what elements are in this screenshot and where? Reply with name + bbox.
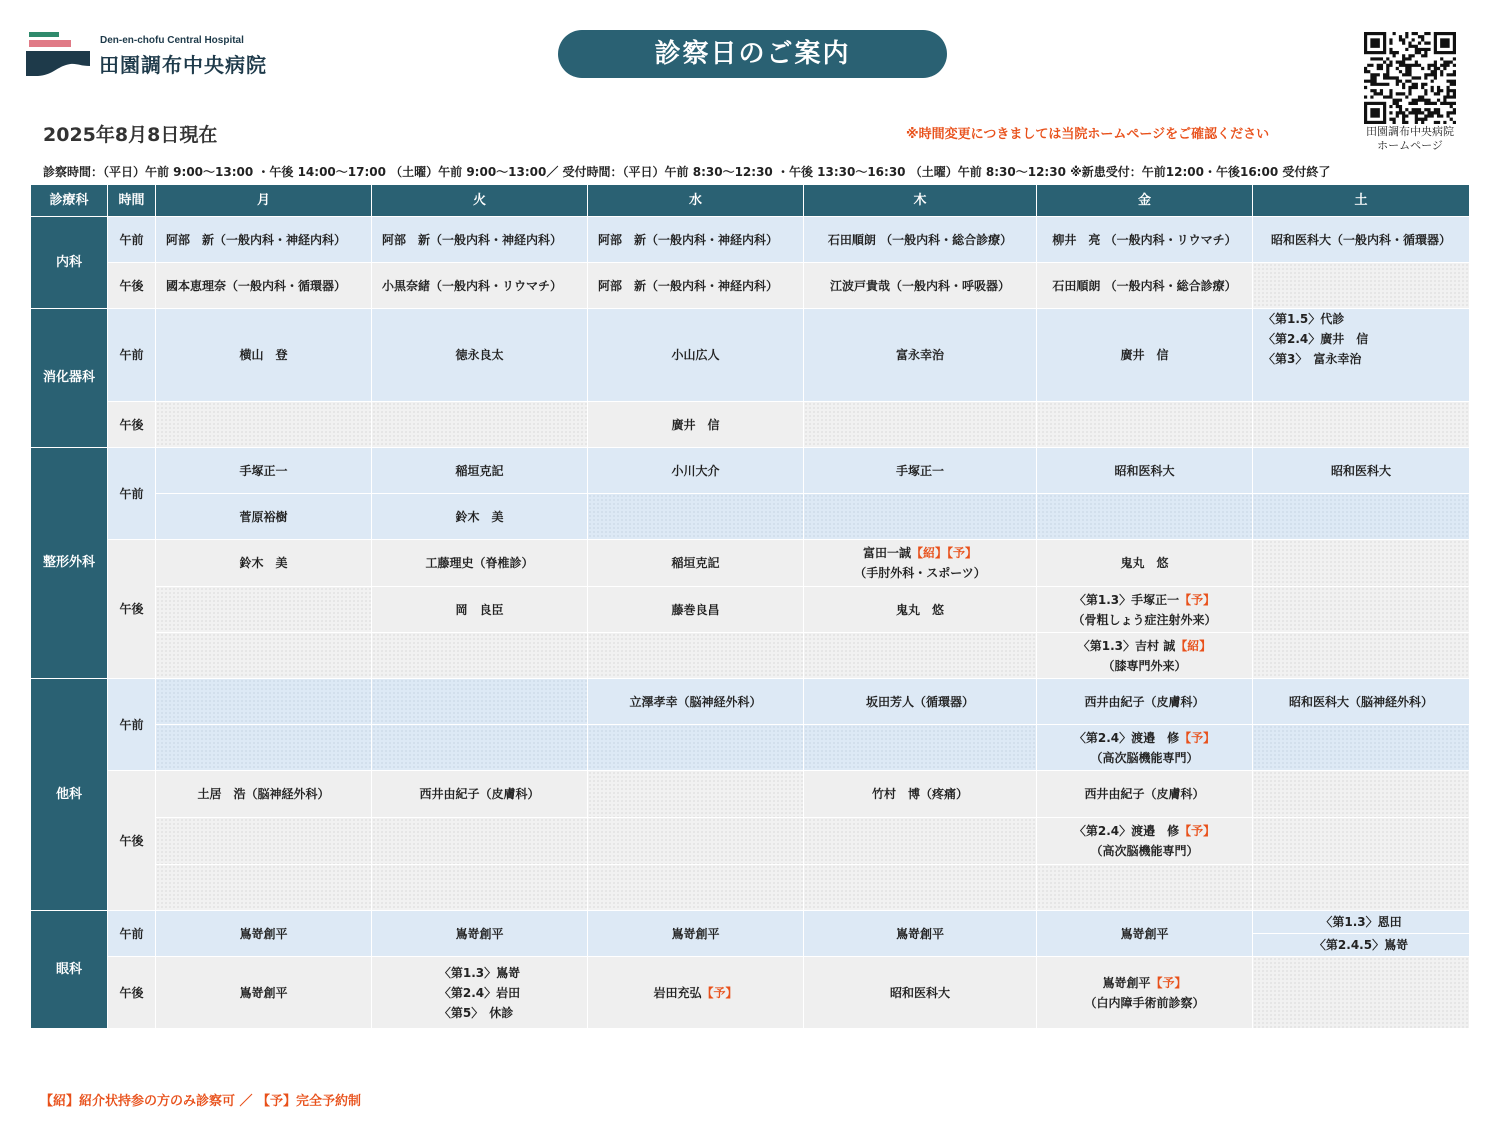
empty-cell xyxy=(804,865,1037,911)
empty-cell xyxy=(588,771,804,818)
dept-internal-medicine: 内科 xyxy=(31,217,108,309)
empty-cell xyxy=(156,402,372,448)
empty-cell xyxy=(588,865,804,911)
schedule-cell xyxy=(372,957,588,1029)
schedule-cell: 鈴木 美 xyxy=(372,494,588,540)
schedule-cell: 嶌嵜創平 xyxy=(156,957,372,1029)
specialty-note: （骨粗しょう症注射外来） xyxy=(1072,612,1217,627)
schedule-cell: 立澤孝幸（脳神経外科） xyxy=(588,679,804,725)
schedule-line: 〈第2.4〉岩田 xyxy=(438,985,521,1000)
schedule-cell: 昭和医科大（脳神経外科） xyxy=(1253,679,1470,725)
dept-other: 他科 xyxy=(31,679,108,911)
schedule-cell: 小川大介 xyxy=(588,448,804,494)
dept-ophthalmology: 眼科 xyxy=(31,911,108,1029)
hospital-logo[interactable] xyxy=(26,32,296,80)
schedule-cell: 土居 浩（脳神経外科） xyxy=(156,771,372,818)
schedule-line xyxy=(1078,636,1211,656)
schedule-cell: 江波戸貴哉（一般内科・呼吸器） xyxy=(804,263,1037,309)
schedule-cell: 國本恵理奈（一般内科・循環器） xyxy=(156,263,372,309)
schedule-cell: 嶌嵜創平 xyxy=(804,911,1037,957)
schedule-line: 〈第1.5〉代診 xyxy=(1263,312,1345,326)
empty-cell xyxy=(1037,865,1253,911)
schedule-line xyxy=(1102,973,1186,993)
schedule-line xyxy=(1074,728,1215,748)
reservation-mark: 【予】 xyxy=(1150,975,1187,990)
schedule-cell: 富永幸治 xyxy=(804,309,1037,402)
specialty-note: （高次脳機能専門） xyxy=(1090,750,1199,765)
empty-cell xyxy=(1253,402,1470,448)
empty-cell xyxy=(1253,633,1470,679)
schedule-cell: 嶌嵜創平 xyxy=(156,911,372,957)
schedule-cell xyxy=(1037,957,1253,1029)
empty-cell xyxy=(804,818,1037,865)
schedule-cell: 手塚正一 xyxy=(804,448,1037,494)
time-pm: 午後 xyxy=(108,402,156,448)
empty-cell xyxy=(804,633,1037,679)
dept-orthopedics: 整形外科 xyxy=(31,448,108,679)
doctor-name: 〈第1.3〉手塚正一 xyxy=(1073,592,1180,607)
schedule-cell: 手塚正一 xyxy=(156,448,372,494)
empty-cell xyxy=(156,679,372,725)
schedule-cell: 西井由紀子（皮膚科） xyxy=(372,771,588,818)
schedule-cell: 阿部 新（一般内科・神経内科） xyxy=(372,217,588,263)
header-wednesday: 水 xyxy=(588,185,804,217)
schedule-cell: 鬼丸 悠 xyxy=(804,587,1037,633)
empty-cell xyxy=(1253,494,1470,540)
empty-cell xyxy=(804,725,1037,771)
page-title: 診察日のご案内 xyxy=(558,30,947,78)
schedule-line: 〈第2.4.5〉嶌嵜 xyxy=(1313,938,1409,952)
empty-cell xyxy=(156,587,372,633)
time-am: 午前 xyxy=(108,217,156,263)
schedule-cell: 徳永良太 xyxy=(372,309,588,402)
dept-gastroenterology: 消化器科 xyxy=(31,309,108,448)
reservation-mark: 【予】 xyxy=(1179,730,1216,745)
schedule-line xyxy=(863,543,977,563)
schedule-cell: 石田順朗 （一般内科・総合診療） xyxy=(1037,263,1253,309)
schedule-cell: 西井由紀子（皮膚科） xyxy=(1037,771,1253,818)
header-friday: 金 xyxy=(1037,185,1253,217)
time-am: 午前 xyxy=(108,911,156,957)
reservation-mark: 【紹】【予】 xyxy=(911,546,978,560)
schedule-cell: 石田順朗 （一般内科・総合診療） xyxy=(804,217,1037,263)
schedule-cell: 昭和医科大（一般内科・循環器） xyxy=(1253,217,1470,263)
schedule-line xyxy=(1074,821,1215,841)
schedule-line: 〈第1.3〉嶌嵜 xyxy=(438,965,521,980)
schedule-cell: 阿部 新（一般内科・神経内科） xyxy=(156,217,372,263)
empty-cell xyxy=(1253,540,1470,587)
schedule-line: 〈第3〉 富永幸治 xyxy=(1263,352,1362,366)
empty-cell xyxy=(372,865,588,911)
reservation-mark: 【予】 xyxy=(701,985,738,1000)
schedule-cell: 阿部 新（一般内科・神経内科） xyxy=(588,217,804,263)
schedule-cell: 小山広人 xyxy=(588,309,804,402)
schedule-cell: 嶌嵜創平 xyxy=(588,911,804,957)
empty-cell xyxy=(588,633,804,679)
schedule-cell: 鈴木 美 xyxy=(156,540,372,587)
schedule-cell: 竹村 博（疼痛） xyxy=(804,771,1037,818)
header-saturday: 土 xyxy=(1253,185,1470,217)
empty-cell xyxy=(804,494,1037,540)
empty-cell xyxy=(588,725,804,771)
schedule-cell: 昭和医科大 xyxy=(1253,448,1470,494)
schedule-cell: 工藤理史（脊椎診） xyxy=(372,540,588,587)
empty-cell xyxy=(1253,865,1470,911)
empty-cell xyxy=(804,402,1037,448)
schedule-line xyxy=(1074,590,1215,610)
schedule-cell: 昭和医科大 xyxy=(1037,448,1253,494)
empty-cell xyxy=(156,818,372,865)
header-time: 時間 xyxy=(108,185,156,217)
schedule-cell: 菅原裕樹 xyxy=(156,494,372,540)
doctor-name: 〈第1.3〉吉村 誠 xyxy=(1077,638,1176,653)
qr-caption-line2: ホームページ xyxy=(1377,139,1443,152)
empty-cell xyxy=(1253,818,1470,865)
schedule-cell: 岡 良臣 xyxy=(372,587,588,633)
qr-caption xyxy=(1350,125,1470,153)
empty-cell xyxy=(372,818,588,865)
schedule-cell: 稲垣克記 xyxy=(588,540,804,587)
schedule-cell: 小黒奈緒（一般内科・リウマチ） xyxy=(372,263,588,309)
time-am: 午前 xyxy=(108,679,156,771)
empty-cell xyxy=(372,402,588,448)
header-thursday: 木 xyxy=(804,185,1037,217)
schedule-cell: 嶌嵜創平 xyxy=(372,911,588,957)
time-pm: 午後 xyxy=(108,957,156,1029)
schedule-cell xyxy=(1253,309,1470,402)
schedule-cell: 西井由紀子（皮膚科） xyxy=(1037,679,1253,725)
empty-cell xyxy=(1253,725,1470,771)
schedule-cell: 藤巻良昌 xyxy=(588,587,804,633)
empty-cell xyxy=(156,865,372,911)
schedule-cell xyxy=(1253,911,1470,957)
doctor-name: 〈第2.4〉渡邉 修 xyxy=(1073,730,1180,745)
schedule-cell: 廣井 信 xyxy=(588,402,804,448)
specialty-note: （高次脳機能専門） xyxy=(1090,844,1199,858)
schedule-cell xyxy=(804,540,1037,587)
empty-cell xyxy=(1253,957,1470,1029)
schedule-cell: 嶌嵜創平 xyxy=(1037,911,1253,957)
logo-icon xyxy=(26,32,90,76)
reservation-mark: 【予】 xyxy=(1179,592,1216,607)
specialty-note: （膝専門外来） xyxy=(1102,658,1187,673)
empty-cell xyxy=(1253,771,1470,818)
schedule-cell: 廣井 信 xyxy=(1037,309,1253,402)
logo-english-name: Den-en-chofu Central Hospital xyxy=(100,35,244,46)
header-monday: 月 xyxy=(156,185,372,217)
empty-cell xyxy=(372,725,588,771)
legend-footnote: 【紹】紹介状持参の方のみ診察可 ／ 【予】完全予約制 xyxy=(40,1094,362,1109)
schedule-line: 〈第5〉 休診 xyxy=(438,1005,514,1020)
schedule-cell: 横山 登 xyxy=(156,309,372,402)
as-of-date: 2025年8月8日現在 xyxy=(43,124,218,146)
logo-japanese-name: 田園調布中央病院 xyxy=(99,53,267,77)
empty-cell xyxy=(372,633,588,679)
doctor-name: 岩田充弘 xyxy=(653,985,702,1000)
empty-cell xyxy=(156,725,372,771)
schedule-cell: 稲垣克記 xyxy=(372,448,588,494)
referral-mark: 【紹】 xyxy=(1175,638,1212,653)
empty-cell xyxy=(1253,587,1470,633)
schedule-cell xyxy=(1037,725,1253,771)
empty-cell xyxy=(156,633,372,679)
specialty-note: （白内障手術前診察） xyxy=(1084,995,1205,1010)
empty-cell xyxy=(588,494,804,540)
empty-cell xyxy=(1037,402,1253,448)
time-am: 午前 xyxy=(108,309,156,402)
schedule-line: 〈第1.3〉恩田 xyxy=(1253,911,1469,934)
schedule-cell: 阿部 新（一般内科・神経内科） xyxy=(588,263,804,309)
schedule-cell: 坂田芳人（循環器） xyxy=(804,679,1037,725)
schedule-cell: 柳井 亮 （一般内科・リウマチ） xyxy=(1037,217,1253,263)
header-tuesday: 火 xyxy=(372,185,588,217)
consultation-hours: 診察時間：（平日）午前 9:00～13:00 ・午後 14:00～17:00 （土曜）午前 9:00～13:00／ 受付時間：（平日）午前 8:30～12:30 ・午後 13:30～16:30 （土曜）午前 8:30～12:30 ※新患受付：午前12:00・午後16:00 受付終了 xyxy=(43,165,1331,179)
empty-cell xyxy=(588,818,804,865)
specialty-note: （手肘外科・スポーツ） xyxy=(854,566,986,580)
doctor-name: 富田一誠 xyxy=(862,546,911,560)
empty-cell xyxy=(1253,263,1470,309)
time-pm: 午後 xyxy=(108,263,156,309)
empty-cell xyxy=(1037,494,1253,540)
schedule-cell: 昭和医科大 xyxy=(804,957,1037,1029)
schedule-cell xyxy=(1037,587,1253,633)
schedule-change-notice: ※時間変更につきましては当院ホームページをご確認ください xyxy=(906,127,1270,142)
schedule-cell xyxy=(588,957,804,1029)
schedule-cell xyxy=(1037,818,1253,865)
time-pm: 午後 xyxy=(108,771,156,911)
schedule-cell xyxy=(1037,633,1253,679)
qr-code-icon[interactable] xyxy=(1364,32,1456,124)
doctor-name: 嶌嵜創平 xyxy=(1102,975,1151,990)
doctor-name: 〈第2.4〉渡邉 修 xyxy=(1073,824,1180,838)
time-am: 午前 xyxy=(108,448,156,540)
time-pm: 午後 xyxy=(108,540,156,679)
schedule-cell: 鬼丸 悠 xyxy=(1037,540,1253,587)
reservation-mark: 【予】 xyxy=(1179,824,1216,838)
empty-cell xyxy=(372,679,588,725)
schedule-table xyxy=(31,185,1470,1086)
qr-caption-line1: 田園調布中央病院 xyxy=(1366,125,1454,138)
schedule-line: 〈第2.4〉廣井 信 xyxy=(1263,332,1369,346)
header-dept: 診療科 xyxy=(31,185,108,217)
